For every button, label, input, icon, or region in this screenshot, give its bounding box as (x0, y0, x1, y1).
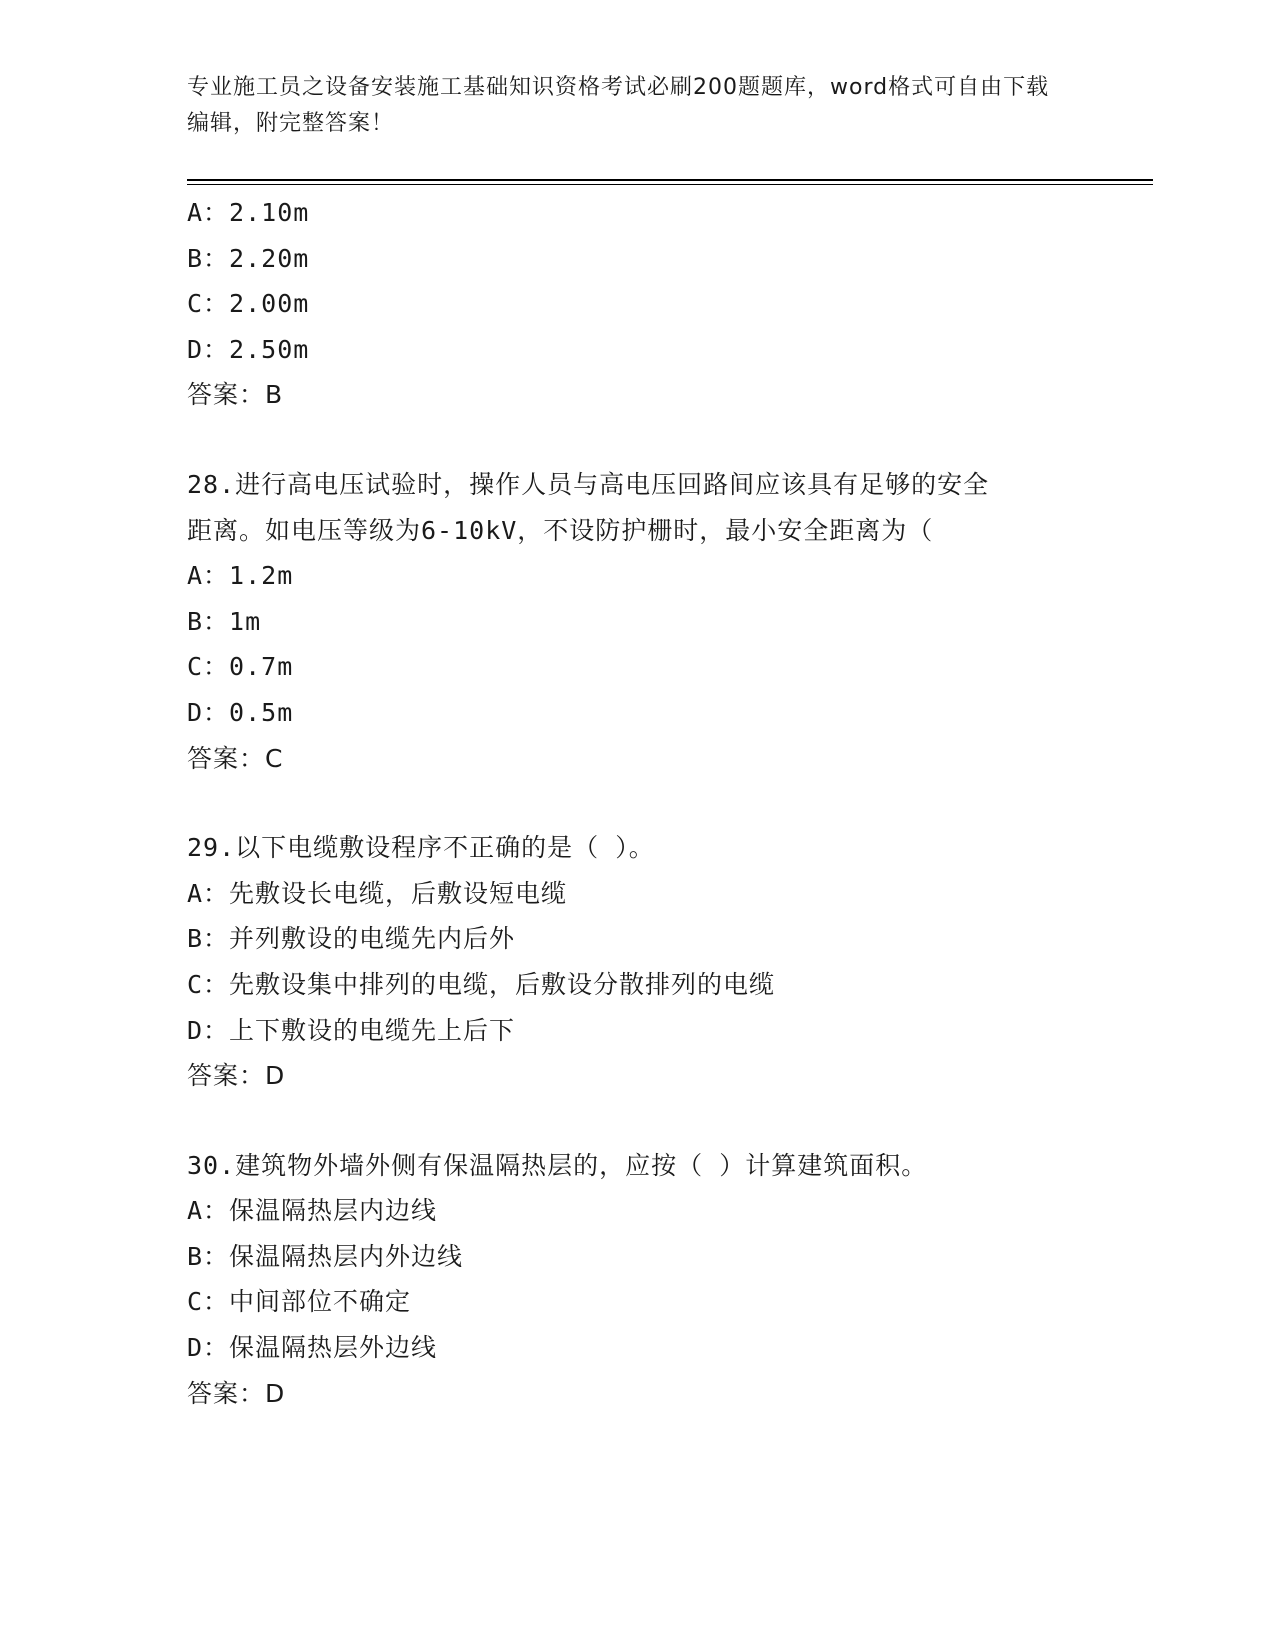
answer: 答案：D (187, 1061, 286, 1091)
question-text: 29.以下电缆敷设程序不正确的是（ ）。 (187, 833, 655, 863)
header-rule-top (187, 179, 1153, 181)
question-text: 30.建筑物外墙外侧有保温隔热层的，应按（ ）计算建筑面积。 (187, 1150, 928, 1180)
option-c: C：先敷设集中排列的电缆，后敷设分散排列的电缆 (187, 969, 776, 999)
option-b: B：并列敷设的电缆先内后外 (187, 924, 516, 954)
question-text-line-2: 距离。如电压等级为6-10kV，不设防护栅时，最小安全距离为（ (187, 515, 934, 545)
header-rule-bottom (187, 184, 1153, 185)
option-b: B：2.20m (187, 243, 310, 273)
answer: 答案：B (187, 380, 284, 410)
option-c: C：0.7m (187, 652, 294, 682)
spacer (187, 1099, 1107, 1143)
question-27 (187, 190, 1107, 418)
option-d: D：保温隔热层外边线 (187, 1333, 438, 1363)
option-c: C：2.00m (187, 289, 310, 319)
option-a: A：2.10m (187, 198, 310, 227)
option-a: A：保温隔热层内边线 (187, 1196, 438, 1226)
question-text-line-1: 28.进行高电压试验时，操作人员与高电压回路间应该具有足够的安全 (187, 469, 990, 499)
option-b: B：1m (187, 606, 262, 636)
document-header: 专业施工员之设备安装施工基础知识资格考试必刷200题题库，word格式可自由下载编辑，附完整答案！ (187, 75, 1050, 136)
question-list (187, 190, 1107, 1416)
option-a: A：1.2m (187, 561, 294, 591)
answer: 答案：C (187, 743, 284, 773)
option-d: D：0.5m (187, 697, 294, 727)
option-a: A：先敷设长电缆，后敷设短电缆 (187, 878, 568, 908)
spacer (187, 418, 1107, 462)
question-30 (187, 1143, 1107, 1417)
option-d: D：2.50m (187, 334, 310, 364)
question-28 (187, 462, 1107, 781)
spacer (187, 781, 1107, 825)
option-b: B：保温隔热层内外边线 (187, 1241, 464, 1271)
option-c: C：中间部位不确定 (187, 1287, 412, 1317)
question-29 (187, 825, 1107, 1099)
option-d: D：上下敷设的电缆先上后下 (187, 1015, 516, 1045)
answer: 答案：D (187, 1378, 286, 1408)
